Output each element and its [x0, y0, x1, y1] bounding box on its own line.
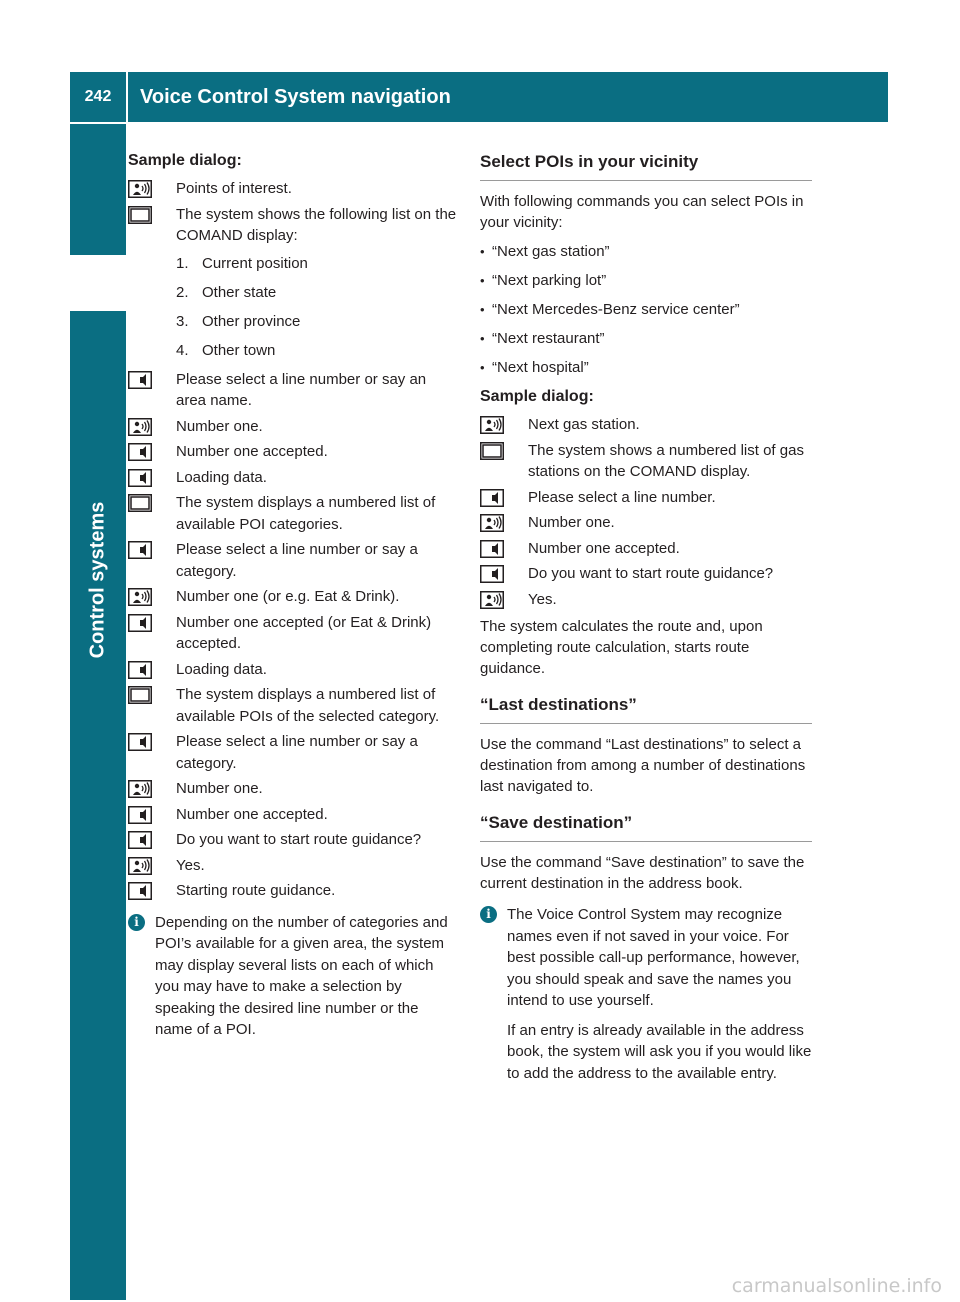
dialog-text: Points of interest. [176, 180, 292, 197]
bullet-text: “Next restaurant” [492, 330, 605, 347]
info-text: The Voice Control System may recognize names even if not saved in your voice. For best possible call-up performance, however, you should speak and save the names you intend to use yourself. [507, 906, 800, 1009]
section-title-last-destinations: “Last destinations” [480, 693, 812, 724]
left-column [128, 150, 460, 1049]
system-speaks-icon [128, 614, 152, 632]
dialog-row [128, 178, 460, 200]
user-speaks-icon [128, 780, 152, 798]
sample-dialog-heading: Sample dialog: [480, 388, 594, 405]
right-dialog-rows [480, 414, 812, 610]
user-speaks-icon [128, 588, 152, 606]
bullet-text: “Next parking lot” [492, 272, 607, 289]
section-title-save-destination: “Save destination” [480, 811, 812, 842]
dialog-text: The system displays a numbered list of available POIs of the selected category. [176, 686, 440, 725]
last-destinations-text: Use the command “Last destinations” to select a destination from among a number of destinations last navigated to. [480, 736, 806, 795]
dialog-row [480, 512, 812, 534]
side-tab-marker [70, 255, 126, 311]
info-note [128, 912, 460, 1049]
system-speaks-icon [128, 733, 152, 751]
bullet-text: “Next gas station” [492, 243, 610, 260]
display-icon [128, 206, 152, 224]
page-title: Voice Control System navigation [140, 85, 451, 108]
system-speaks-icon [128, 541, 152, 559]
page-header [70, 72, 888, 122]
dialog-row [128, 539, 460, 582]
list-text: Other province [202, 312, 301, 330]
dialog-row [128, 586, 460, 608]
dialog-text: Number one accepted. [176, 805, 328, 823]
info-text: If an entry is already available in the address book, the system will ask you if you would like to add the address to the available entry. [507, 1021, 812, 1082]
dialog-text: Number one accepted. [176, 443, 328, 460]
dialog-row [128, 829, 460, 851]
dialog-row [480, 589, 812, 611]
dialog-text: Do you want to start route guidance? [528, 565, 774, 582]
dialog-text: Number one accepted (or Eat & Drink) accepted. [176, 613, 432, 652]
dialog-text: The system shows the following list on the COMAND display: [176, 205, 457, 244]
dialog-row [480, 487, 812, 509]
dialog-text: Number one (or e.g. Eat & Drink). [176, 588, 400, 605]
list-item [176, 282, 460, 303]
dialog-text: Yes. [528, 590, 557, 608]
dialog-row [480, 538, 812, 560]
list-item: • “Next hospital” [480, 359, 589, 376]
dialog-text: Number one. [176, 780, 263, 797]
dialog-row [128, 416, 460, 438]
bullet-text: “Next hospital” [492, 359, 589, 376]
side-tab-label: Control systems [86, 501, 109, 659]
section-title-poi: Select POIs in your vicinity [480, 150, 812, 181]
list-item: • “Next gas station” [480, 243, 610, 260]
dialog-text: Do you want to start route guidance? [176, 831, 422, 848]
dialog-row [128, 369, 460, 412]
dialog-text: Please select a line number or say a category. [176, 733, 418, 772]
system-speaks-icon [128, 469, 152, 487]
dialog-text: Please select a line number or say an area name. [176, 370, 427, 409]
dialog-row [128, 612, 460, 655]
dialog-text: Please select a line number or say a category. [176, 541, 418, 580]
dialog-row [128, 204, 460, 247]
list-text: Current position [202, 254, 308, 272]
user-speaks-icon [480, 416, 504, 434]
info-icon: i [128, 914, 145, 931]
dialog-row [128, 731, 460, 774]
dialog-text: Next gas station. [528, 416, 640, 433]
dialog-row [480, 563, 812, 585]
user-speaks-icon [480, 514, 504, 532]
user-speaks-icon [128, 418, 152, 436]
system-speaks-icon [128, 882, 152, 900]
list-text: Other state [202, 283, 277, 301]
dialog-row [128, 659, 460, 681]
poi-command-list [480, 241, 812, 378]
system-speaks-icon [128, 661, 152, 679]
list-item [176, 311, 460, 332]
page-number: 242 [84, 88, 112, 105]
dialog-text: Please select a line number. [528, 488, 716, 506]
list-item [176, 253, 460, 274]
dialog-row [128, 441, 460, 463]
dialog-row [128, 492, 460, 535]
route-calc-text: The system calculates the route and, upon completing route calculation, starts route guidance. [480, 618, 763, 677]
dialog-row [128, 778, 460, 800]
dialog-text: The system shows a numbered list of gas stations on the COMAND display. [528, 441, 804, 480]
dialog-text: Number one. [176, 417, 263, 435]
info-icon: i [480, 906, 497, 923]
dialog-text: Loading data. [176, 660, 267, 678]
left-dialog-rows [128, 369, 460, 902]
poi-intro: With following commands you can select POIs in your vicinity: [480, 193, 804, 231]
list-number: 4. [176, 341, 189, 359]
dialog-row [128, 467, 460, 489]
user-speaks-icon [128, 180, 152, 198]
system-speaks-icon [128, 443, 152, 461]
list-item [176, 340, 460, 361]
watermark: carmanualsonline.info [731, 1275, 942, 1297]
display-icon [480, 442, 504, 460]
dialog-text: Number one accepted. [528, 539, 680, 557]
info-text: Depending on the number of categories and POI’s available for a given area, the system may display several lists on each of which you may have to make a selection by speaking the desired line number or the name of a POI. [155, 913, 448, 1038]
dialog-text: Starting route guidance. [176, 882, 336, 899]
dialog-row [128, 855, 460, 877]
system-speaks-icon [128, 806, 152, 824]
list-number: 2. [176, 283, 189, 301]
system-speaks-icon [480, 565, 504, 583]
list-number: 1. [176, 254, 189, 272]
dialog-row [128, 804, 460, 826]
dialog-text: The system displays a numbered list of available POI categories. [176, 494, 436, 533]
dialog-row [128, 684, 460, 727]
system-speaks-icon [480, 489, 504, 507]
list-number: 3. [176, 312, 189, 330]
dialog-row [128, 880, 460, 902]
system-speaks-icon [128, 371, 152, 389]
dialog-text: Number one. [528, 514, 615, 531]
sample-dialog-heading: Sample dialog: [128, 152, 242, 169]
dialog-row [480, 414, 812, 436]
list-item: • “Next restaurant” [480, 330, 605, 347]
dialog-text: Loading data. [176, 468, 267, 486]
display-icon [128, 494, 152, 512]
bullet-text: “Next Mercedes-Benz service center” [492, 301, 740, 318]
user-speaks-icon [480, 591, 504, 609]
location-options-list [176, 253, 460, 361]
display-icon [128, 686, 152, 704]
system-speaks-icon [480, 540, 504, 558]
save-destination-text: Use the command “Save destination” to save the current destination in the address book. [480, 854, 805, 892]
dialog-text: Yes. [176, 856, 205, 874]
user-speaks-icon [128, 857, 152, 875]
info-note [480, 904, 812, 1092]
dialog-row [480, 440, 812, 483]
system-speaks-icon [128, 831, 152, 849]
list-item: • “Next parking lot” [480, 272, 607, 289]
list-text: Other town [202, 341, 276, 359]
right-column [480, 150, 812, 1092]
list-item: • “Next Mercedes-Benz service center” [480, 301, 740, 318]
